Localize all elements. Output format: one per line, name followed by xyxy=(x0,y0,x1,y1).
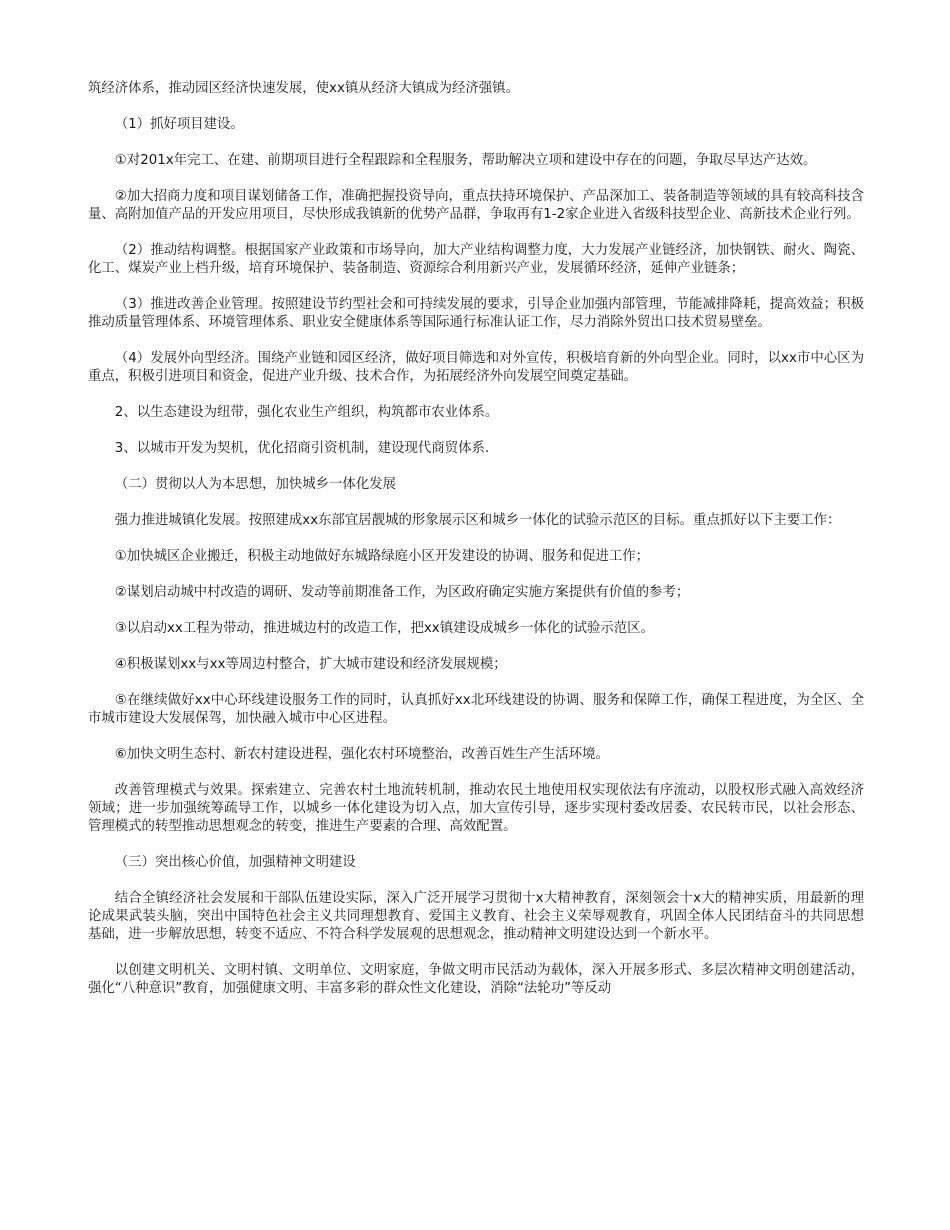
paragraph-task-6: ⑥加快文明生态村、新农村建设进程，强化农村环境整治，改善百姓生产生活环境。 xyxy=(114,747,609,762)
paragraph-task-5: ⑤在继续做好xx中心环线建设服务工作的同时，认真抓好xx北环线建设的协调、服务和保障工作，确保工程进度，为全区、全市城市建设大发展保驾，加快融入城市中心区进程。 xyxy=(88,693,864,726)
paragraph-item-1: （1）抓好项目建设。 xyxy=(114,117,244,132)
paragraph-item-2: （2）推动结构调整。根据国家产业政策和市场导向，加大产业结构调整力度，大力发展产业链经济，加快钢铁、耐火、陶瓷、化工、煤炭产业上档升级，培育环境保护、装备制造、资源综合利用新兴产业，发展循环经济，延伸产业链条； xyxy=(88,243,864,276)
section-heading-3: （三）突出核心价值，加强精神文明建设 xyxy=(114,855,356,870)
paragraph-item-3: （3）推进改善企业管理。按照建设节约型社会和可持续发展的要求，引导企业加强内部管理，节能减排降耗，提高效益；积极推动质量管理体系、环境管理体系、职业安全健康体系等国际通行标准认证工作，尽力消除外贸出口技术贸易壁垒。 xyxy=(88,297,864,330)
paragraph-point-3: 3、以城市开发为契机，优化招商引资机制，建设现代商贸体系. xyxy=(114,441,490,456)
paragraph-civilization: 以创建文明机关、文明村镇、文明单位、文明家庭，争做文明市民活动为载体，深入开展多形式、多层次精神文明创建活动，强化“八种意识”教育，加强健康文明、丰富多彩的群众性文化建设，消除“法轮功”等反动 xyxy=(88,963,864,996)
paragraph-sub-2: ②加大招商力度和项目谋划储备工作，准确把握投资导向，重点扶持环境保护、产品深加工、装备制造等领域的具有较高科技含量、高附加值产品的开发应用项目，尽快形成我镇新的优势产品群，争取再有1-2家企业进入省级科技型企业、高新技术企业行列。 xyxy=(88,189,864,222)
paragraph-study: 结合全镇经济社会发展和干部队伍建设实际，深入广泛开展学习贯彻十x大精神教育，深刻领会十x大的精神实质，用最新的理论成果武装头脑，突出中国特色社会主义共同理想教育、爱国主义教育、社会主义荣辱观教育，巩固全体人民团结奋斗的共同思想基础，进一步解放思想，转变不适应、不符合科学发展观的思想观念，推动精神文明建设达到一个新水平。 xyxy=(88,891,864,942)
paragraph-continuation: 筑经济体系，推动园区经济快速发展，使xx镇从经济大镇成为经济强镇。 xyxy=(88,81,519,96)
paragraph-task-1: ①加快城区企业搬迁，积极主动地做好东城路绿庭小区开发建设的协调、服务和促进工作； xyxy=(114,549,650,564)
section-heading-2: （二）贯彻以人为本思想，加快城乡一体化发展 xyxy=(114,477,396,492)
paragraph-sub-1: ①对201x年完工、在建、前期项目进行全程跟踪和全程服务，帮助解决立项和建设中存在的问题，争取尽早达产达效。 xyxy=(114,153,817,168)
document-page xyxy=(88,80,864,1016)
paragraph-task-2: ②谋划启动城中村改造的调研、发动等前期准备工作，为区政府确定实施方案提供有价值的参考； xyxy=(114,585,690,600)
paragraph-management: 改善管理模式与效果。探索建立、完善农村土地流转机制，推动农民土地使用权实现依法有序流动，以股权形式融入高效经济领域；进一步加强统筹疏导工作，以城乡一体化建设为切入点，加大宣传引导，逐步实现村委改居委、农民转市民，以社会形态、管理模式的转型推动思想观念的转变，推进生产要素的合理、高效配置。 xyxy=(88,783,864,834)
paragraph-task-4: ④积极谋划xx与xx等周边村整合，扩大城市建设和经济发展规模； xyxy=(114,657,507,672)
paragraph-item-4: （4）发展外向型经济。围绕产业链和园区经济，做好项目筛选和对外宣传，积极培育新的外向型企业。同时，以xx市中心区为重点，积极引进项目和资金，促进产业升级、技术合作，为拓展经济外向发展空间奠定基础。 xyxy=(88,351,864,384)
paragraph-urbanization: 强力推进城镇化发展。按照建成xx东部宜居靓城的形象展示区和城乡一体化的试验示范区的目标。重点抓好以下主要工作： xyxy=(114,513,841,528)
paragraph-task-3: ③以启动xx工程为带动，推进城边村的改造工作，把xx镇建设成城乡一体化的试验示范区。 xyxy=(114,621,654,636)
paragraph-point-2: 2、以生态建设为纽带，强化农业生产组织，构筑都市农业体系。 xyxy=(114,405,499,420)
